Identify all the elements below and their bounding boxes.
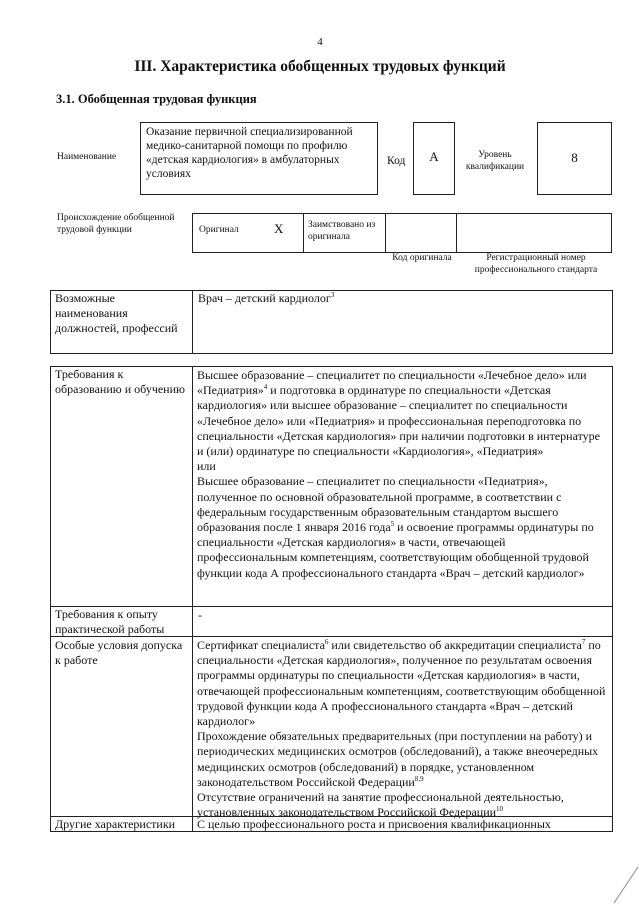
experience-value: - [198, 608, 202, 622]
origin-table [192, 213, 612, 253]
level-label: Уровень квалификации [465, 150, 525, 172]
level-value: 8 [571, 150, 578, 165]
page-corner-mark [610, 865, 640, 905]
other-characteristics-label: Другие характеристики [55, 817, 176, 831]
reg-number-caption: Регистрационный номер профессионального стандарта [474, 253, 598, 275]
special-conditions-value: Сертификат специалиста$^6$ или свидетельство об аккредитации специалиста$^7$ по специальности «Детская кардиология», полученное по результатам освоения программы ординатуры по специальности «Детская кардиология» в части, отвечающей профессиональным компетенциям, соответствующим обобщенной трудовой функции кода А профессионального стандарта «Врач – детский кардиолог» Прохождение обязательных предварительных (при поступлении на работу) и периодических медицинских осмотров (обследований), а также внеочередных медицинских осмотров (обследований) в порядке, установленном законодательством Российской Федерации$^{8,9}$ Отсутствие ограничений на занятие профессиональной деятельностью, установленных законодательством Российской Федерации$^{10}$ [197, 638, 606, 820]
name-value-box [140, 122, 378, 195]
name-value: Оказание первичной специализированной медико-санитарной помощи по профилю «детская кардиология» в амбулаторных условиях [146, 126, 353, 180]
positions-label: Возможные наименования должностей, профессий [55, 291, 178, 336]
level-value-box [537, 122, 612, 195]
function-subtitle: 3.1. Обобщенная трудовая функция [56, 92, 257, 106]
section-title: III. Характеристика обобщенных трудовых функций [134, 58, 506, 75]
code-value-box [413, 122, 455, 195]
name-label: Наименование [57, 152, 117, 162]
original-label: Оригинал [199, 225, 239, 235]
original-mark: X [274, 221, 284, 236]
code-original-caption: Код оригинала [392, 253, 452, 263]
other-characteristics-value: С целью профессионального роста и присвоения квалификационных [197, 817, 551, 831]
experience-label: Требования к опыту практической работы [55, 607, 165, 637]
education-value: Высшее образование – специалитет по специальности «Лечебное дело» или «Педиатрия»$^4$ и подготовка в ординатуре по специальности «Детская кардиология» или высшее образование – специалитет по специальности «Лечебное дело» или «Педиатрия» и профессиональная переподготовка по специальности «Детская кардиология» при наличии подготовки в интернатуре и (или) ординатуре по специальности «Кардиология», «Педиатрия» или Высшее образование – специалитет по специальности «Педиатрия», полученное по основной образовательной программе, в соответствии с федеральным государственным образовательным стандартом высшего образования после 1 января 2016 года$^5$ и освоение программы ординатуры по специальности «Детская кардиология» в части, отвечающей профессиональным компетенциям, соответствующим обобщенной трудовой функции кода А профессионального стандарта «Врач – детский кардиолог» [197, 368, 600, 580]
borrowed-label: Заимствовано из оригинала [308, 220, 376, 242]
positions-value: Врач – детский кардиолог$^3$ [198, 291, 335, 305]
origin-label: Происхождение обобщенной трудовой функции [57, 213, 175, 235]
code-value: A [429, 149, 439, 164]
code-label: Код [387, 155, 406, 167]
education-label: Требования к образованию и обучению [55, 367, 185, 397]
special-conditions-label: Особые условия допуска к работе [55, 638, 183, 668]
page-number: 4 [317, 36, 323, 48]
